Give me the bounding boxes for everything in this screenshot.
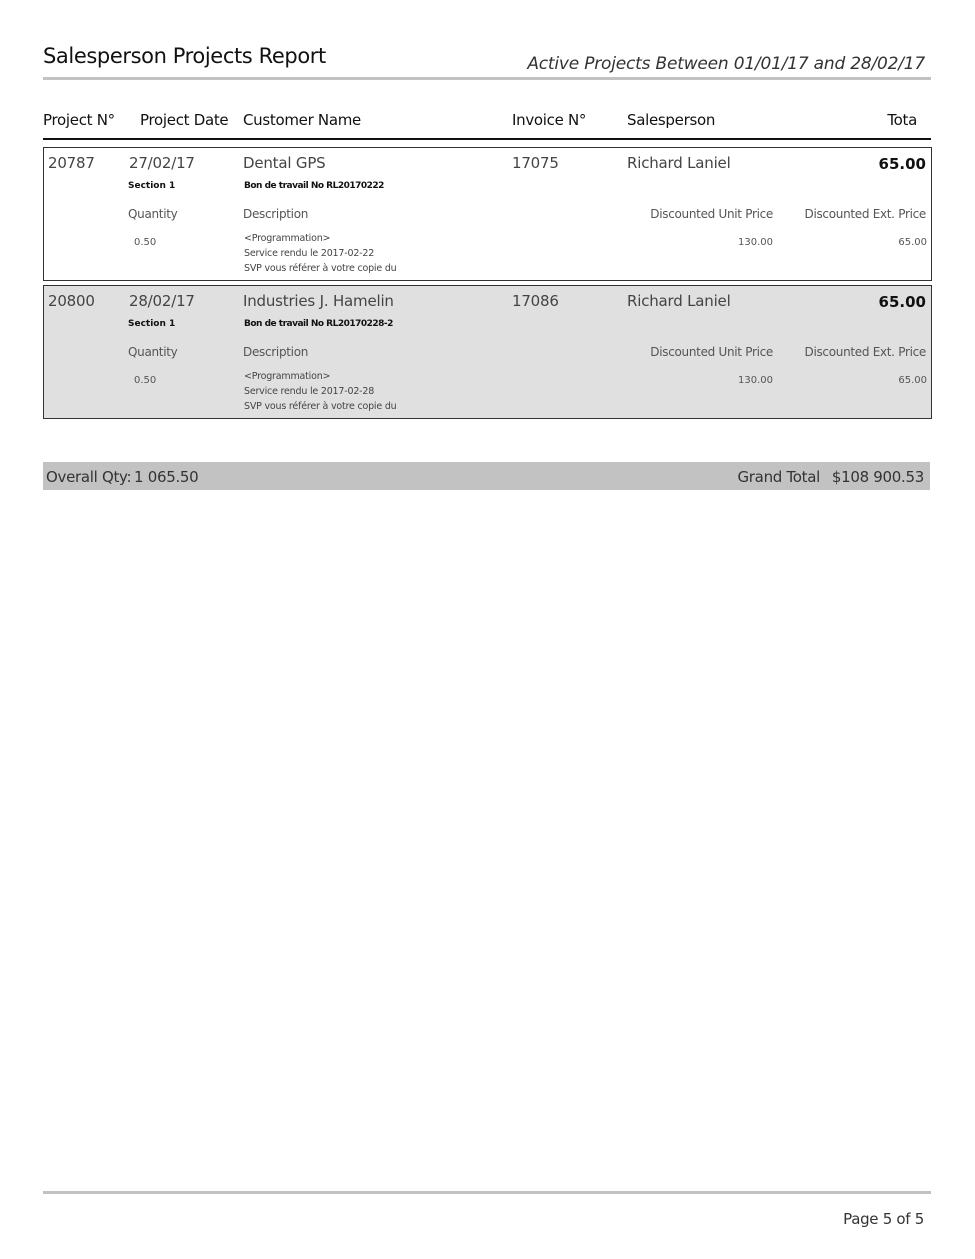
project-date: 27/02/17 — [129, 154, 195, 172]
project-record — [43, 147, 932, 281]
invoice-number: 17075 — [512, 154, 559, 172]
footer-divider — [43, 1191, 931, 1194]
description-line: SVP vous référer à votre copie du — [244, 401, 397, 412]
description-label: Description — [243, 345, 309, 359]
unit-price-label: Discounted Unit Price — [650, 207, 773, 221]
line-quantity: 0.50 — [134, 375, 157, 386]
header-divider — [43, 77, 931, 80]
line-description — [244, 231, 396, 276]
work-order-number: Bon de travail No RL20170228-2 — [244, 319, 393, 329]
grand-total-value: $108 900.53 — [831, 468, 924, 486]
work-order-number: Bon de travail No RL20170222 — [244, 181, 384, 191]
section-label: Section 1 — [128, 319, 176, 329]
description-line: <Programmation> — [244, 371, 331, 382]
project-total: 65.00 — [878, 155, 926, 173]
customer-name: Dental GPS — [243, 154, 326, 172]
project-number: 20800 — [48, 292, 95, 310]
column-header-project-date: Project Date — [140, 111, 229, 129]
salesperson-name: Richard Laniel — [627, 292, 731, 310]
line-unit-price: 130.00 — [738, 375, 773, 386]
description-line: Service rendu le 2017-02-28 — [244, 386, 375, 397]
project-total: 65.00 — [878, 293, 926, 311]
project-number: 20787 — [48, 154, 95, 172]
quantity-label: Quantity — [128, 345, 178, 359]
project-record — [43, 285, 932, 419]
overall-qty-value: 1 065.50 — [134, 468, 199, 486]
description-line: Service rendu le 2017-02-22 — [244, 248, 375, 259]
line-quantity: 0.50 — [134, 237, 157, 248]
invoice-number: 17086 — [512, 292, 559, 310]
overall-qty-label: Overall Qty: — [46, 468, 132, 486]
column-header-salesperson: Salesperson — [627, 111, 716, 129]
description-line: SVP vous référer à votre copie du — [244, 263, 397, 274]
salesperson-name: Richard Laniel — [627, 154, 731, 172]
page-number: Page 5 of 5 — [843, 1210, 924, 1228]
grand-total-label: Grand Total — [737, 468, 820, 486]
description-label: Description — [243, 207, 309, 221]
column-header-total: Tota — [887, 111, 917, 129]
report-subtitle: Active Projects Between 01/01/17 and 28/02/17 — [527, 54, 925, 74]
line-description — [244, 369, 396, 414]
unit-price-label: Discounted Unit Price — [650, 345, 773, 359]
section-label: Section 1 — [128, 181, 176, 191]
column-header-customer-name: Customer Name — [243, 111, 361, 129]
quantity-label: Quantity — [128, 207, 178, 221]
column-header-invoice-no: Invoice N° — [512, 111, 587, 129]
description-line: <Programmation> — [244, 233, 331, 244]
ext-price-label: Discounted Ext. Price — [804, 207, 926, 221]
ext-price-label: Discounted Ext. Price — [804, 345, 926, 359]
summary-bar — [43, 462, 930, 490]
line-ext-price: 65.00 — [898, 375, 927, 386]
line-ext-price: 65.00 — [898, 237, 927, 248]
customer-name: Industries J. Hamelin — [243, 292, 394, 310]
project-date: 28/02/17 — [129, 292, 195, 310]
column-header-project-no: Project N° — [43, 111, 115, 129]
line-unit-price: 130.00 — [738, 237, 773, 248]
report-title: Salesperson Projects Report — [43, 44, 326, 68]
column-header-divider — [43, 138, 931, 140]
